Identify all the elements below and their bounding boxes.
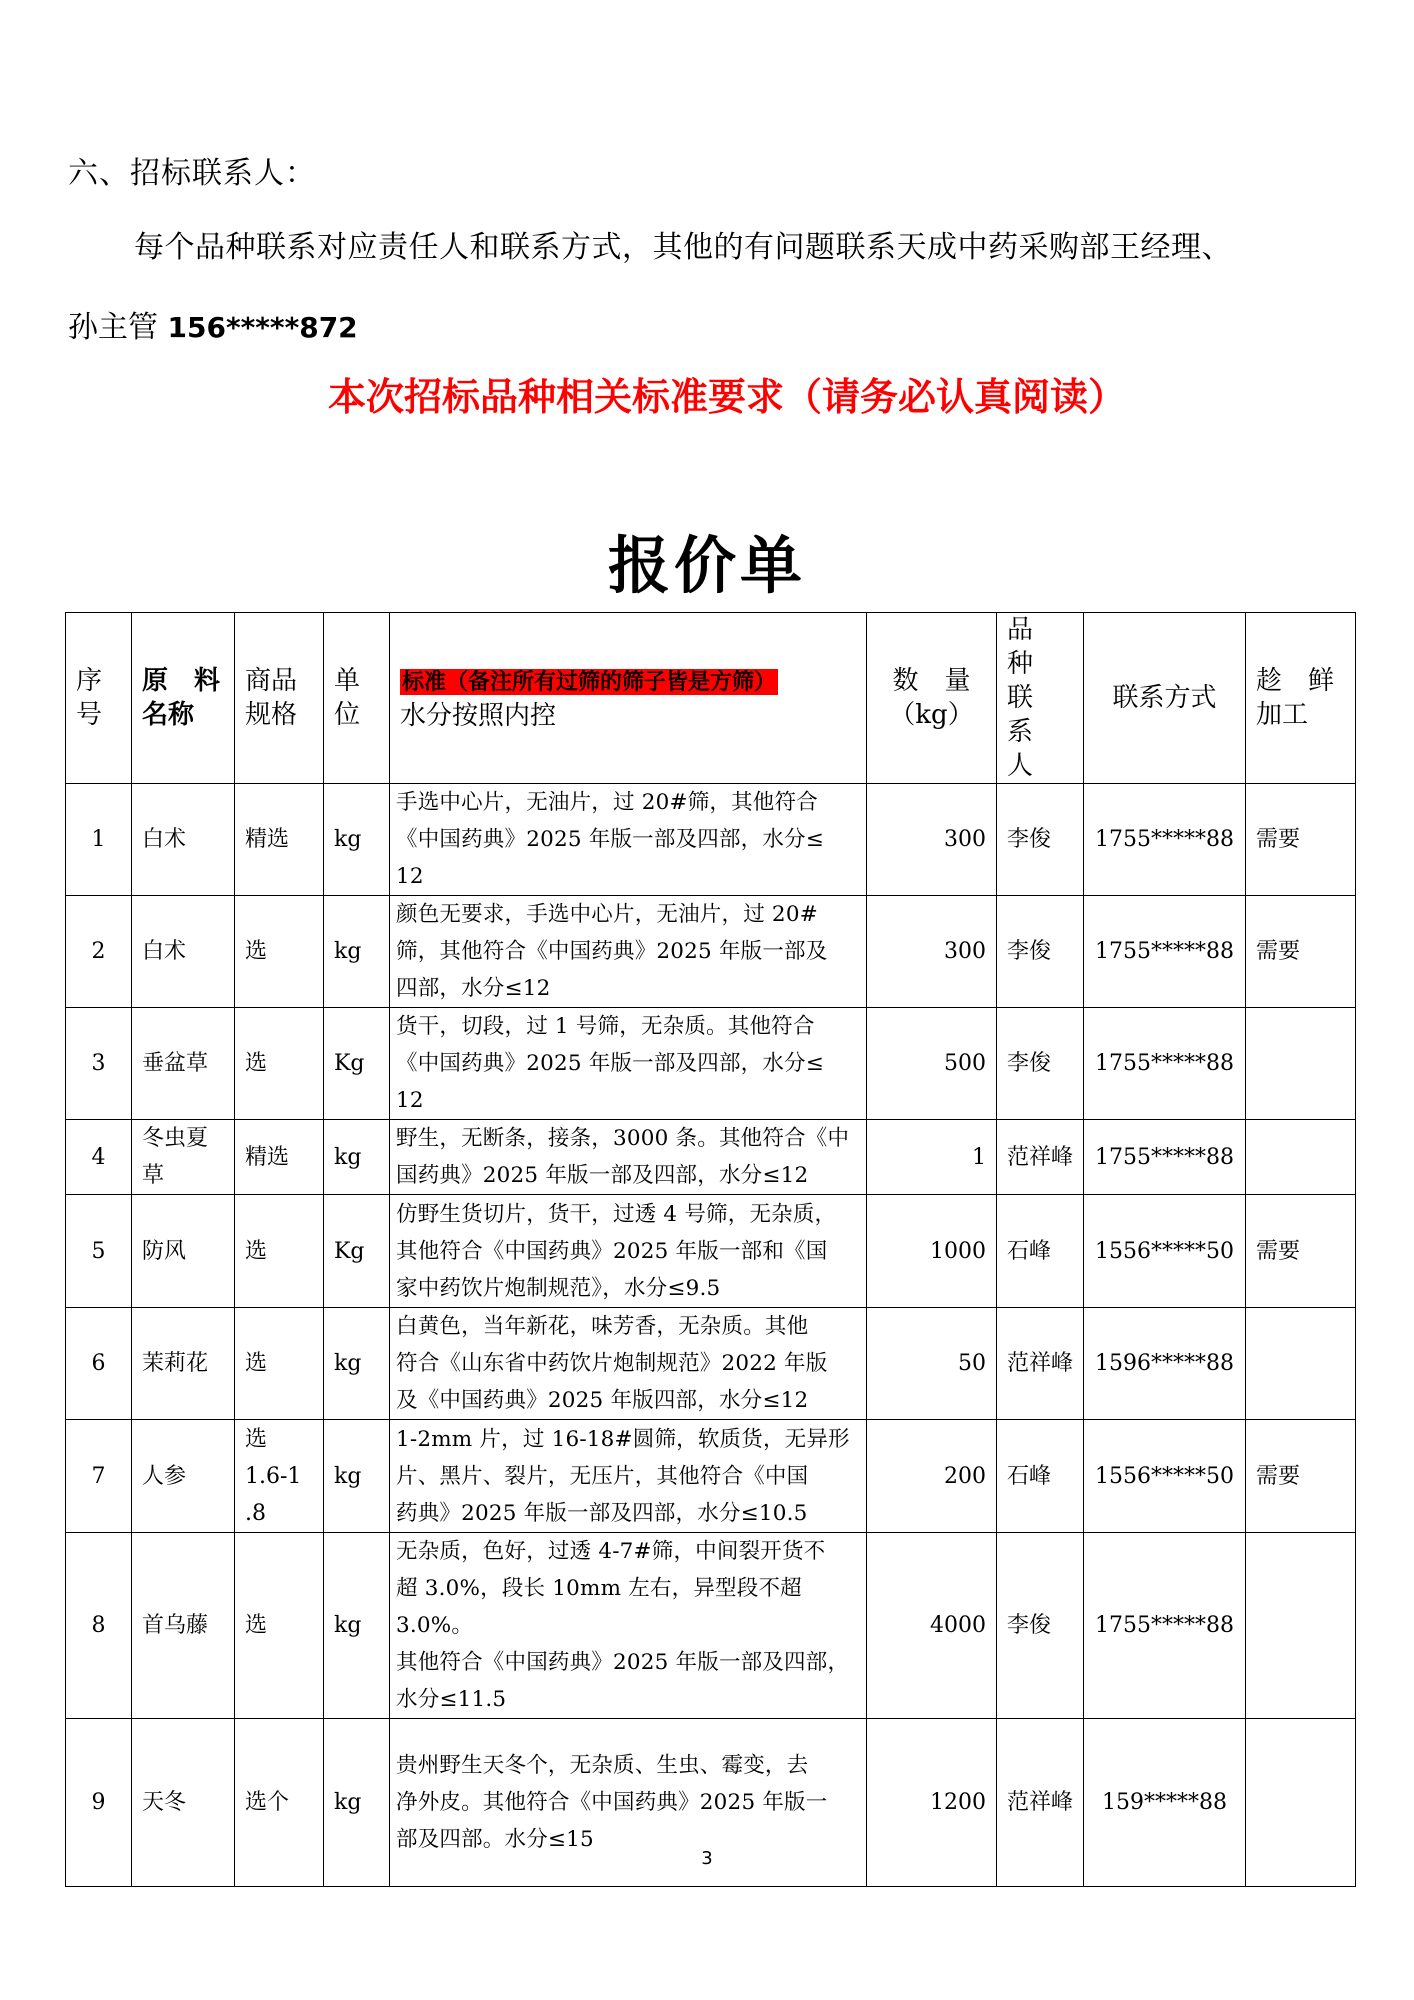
cell-contact-person: 石峰 bbox=[997, 1195, 1084, 1308]
table-row bbox=[66, 1008, 1356, 1120]
header-index: 序 号 bbox=[66, 613, 132, 784]
table-row bbox=[66, 1533, 1356, 1719]
cell-contact-person: 范祥峰 bbox=[997, 1719, 1084, 1887]
cell-phone: 1556*****50 bbox=[1084, 1195, 1246, 1308]
cell-material-name: 防风 bbox=[132, 1195, 235, 1308]
standard-line: 货干，切段，过 1 号筛，无杂质。其他符合 bbox=[396, 1014, 815, 1039]
cell-index: 4 bbox=[66, 1120, 132, 1195]
cell-phone: 1755*****88 bbox=[1084, 896, 1246, 1008]
cell-quantity: 300 bbox=[867, 896, 997, 1008]
cell-fresh-processing: 需要 bbox=[1246, 1195, 1356, 1308]
cell-phone: 1596*****88 bbox=[1084, 1308, 1246, 1420]
cell-fresh-processing bbox=[1246, 1533, 1356, 1719]
document-title: 报价单 bbox=[607, 529, 806, 602]
table-row bbox=[66, 1195, 1356, 1308]
cell-index: 6 bbox=[66, 1308, 132, 1420]
cell-contact-person: 范祥峰 bbox=[997, 1308, 1084, 1420]
table-row bbox=[66, 784, 1356, 896]
standards-notice: 本次招标品种相关标准要求（请务必认真阅读） bbox=[327, 375, 1126, 419]
standard-line: 《中国药典》2025 年版一部及四部，水分≤ bbox=[396, 827, 824, 852]
cell-material-name: 人参 bbox=[132, 1420, 235, 1533]
cell-quantity: 50 bbox=[867, 1308, 997, 1420]
cell-quantity: 1200 bbox=[867, 1719, 997, 1887]
standard-line: 无杂质，色好，过透 4-7#筛，中间裂开货不 bbox=[396, 1539, 826, 1564]
cell-contact-person: 李俊 bbox=[997, 784, 1084, 896]
standard-line: 野生，无断条，接条，3000 条。其他符合《中 bbox=[396, 1126, 850, 1151]
cell-contact-person: 李俊 bbox=[997, 896, 1084, 1008]
page-number: 3 bbox=[701, 1848, 713, 1869]
header-standard bbox=[390, 613, 867, 784]
cell-standard bbox=[390, 1533, 867, 1719]
cell-spec: 选 1.6-1 .8 bbox=[235, 1420, 324, 1533]
cell-spec: 选 bbox=[235, 1195, 324, 1308]
cell-index: 1 bbox=[66, 784, 132, 896]
header-quantity: 数 量 （kg） bbox=[867, 613, 997, 784]
contact-paragraph-line2 bbox=[68, 302, 358, 346]
standard-line: 仿野生货切片，货干，过透 4 号筛，无杂质， bbox=[396, 1201, 837, 1227]
standard-line: 颜色无要求，手选中心片，无油片，过 20# bbox=[396, 902, 818, 927]
cell-contact-person: 石峰 bbox=[997, 1420, 1084, 1533]
standard-line: 及《中国药典》2025 年版四部，水分≤12 bbox=[396, 1388, 809, 1413]
cell-standard bbox=[390, 1420, 867, 1533]
cell-index: 7 bbox=[66, 1420, 132, 1533]
cell-spec: 选个 bbox=[235, 1719, 324, 1887]
cell-spec: 选 bbox=[235, 896, 324, 1008]
standard-line: 筛，其他符合《中国药典》2025 年版一部及 bbox=[396, 939, 828, 964]
cell-quantity: 500 bbox=[867, 1008, 997, 1120]
standard-line: 净外皮。其他符合《中国药典》2025 年版一 bbox=[396, 1790, 828, 1815]
cell-quantity: 1000 bbox=[867, 1195, 997, 1308]
cell-material-name: 首乌藤 bbox=[132, 1533, 235, 1719]
standard-subheader: 水分按照内控 bbox=[400, 700, 557, 731]
cell-unit: kg bbox=[324, 784, 390, 896]
cell-material-name: 白术 bbox=[132, 896, 235, 1008]
standard-line: 国药典》2025 年版一部及四部，水分≤12 bbox=[396, 1163, 809, 1188]
cell-index: 5 bbox=[66, 1195, 132, 1308]
table-row bbox=[66, 896, 1356, 1008]
table-row bbox=[66, 1308, 1356, 1420]
cell-spec: 选 bbox=[235, 1533, 324, 1719]
standard-line: 其他符合《中国药典》2025 年版一部及四部， bbox=[396, 1650, 850, 1675]
cell-quantity: 4000 bbox=[867, 1533, 997, 1719]
cell-spec: 精选 bbox=[235, 784, 324, 896]
cell-spec: 精选 bbox=[235, 1120, 324, 1195]
cell-contact-person: 李俊 bbox=[997, 1533, 1084, 1719]
table-header-row bbox=[66, 613, 1356, 784]
cell-fresh-processing bbox=[1246, 1120, 1356, 1195]
cell-spec: 选 bbox=[235, 1008, 324, 1120]
cell-phone: 1755*****88 bbox=[1084, 1533, 1246, 1719]
standard-line: 超 3.0%，段长 10mm 左右，异型段不超 3.0%。 bbox=[396, 1576, 802, 1638]
header-material-name: 原 料 名称 bbox=[132, 613, 235, 784]
cell-contact-person: 李俊 bbox=[997, 1008, 1084, 1120]
cell-material-name: 白术 bbox=[132, 784, 235, 896]
cell-unit: kg bbox=[324, 896, 390, 1008]
cell-standard bbox=[390, 1120, 867, 1195]
standard-line: 家中药饮片炮制规范》，水分≤9.5 bbox=[396, 1275, 721, 1301]
quotation-table bbox=[65, 612, 1356, 1887]
cell-spec: 选 bbox=[235, 1308, 324, 1420]
cell-phone: 1556*****50 bbox=[1084, 1420, 1246, 1533]
section-heading: 六、招标联系人： bbox=[68, 156, 316, 191]
cell-standard bbox=[390, 1308, 867, 1420]
cell-fresh-processing bbox=[1246, 1008, 1356, 1120]
cell-unit: Kg bbox=[324, 1195, 390, 1308]
standard-highlight-tag: 标准（备注所有过筛的筛子皆是方筛） bbox=[402, 668, 777, 695]
cell-fresh-processing bbox=[1246, 1308, 1356, 1420]
standard-line: 片、黑片、裂片，无压片，其他符合《中国 bbox=[396, 1463, 809, 1489]
cell-standard bbox=[390, 784, 867, 896]
cell-index: 8 bbox=[66, 1533, 132, 1719]
cell-phone: 1755*****88 bbox=[1084, 1120, 1246, 1195]
cell-unit: kg bbox=[324, 1533, 390, 1719]
standard-line: 12 bbox=[396, 864, 424, 889]
cell-material-name: 垂盆草 bbox=[132, 1008, 235, 1120]
standard-line: 药典》2025 年版一部及四部，水分≤10.5 bbox=[396, 1500, 808, 1526]
cell-phone: 1755*****88 bbox=[1084, 1008, 1246, 1120]
cell-fresh-processing: 需要 bbox=[1246, 896, 1356, 1008]
standard-line: 其他符合《中国药典》2025 年版一部和《国 bbox=[396, 1238, 828, 1264]
standard-line: 手选中心片，无油片，过 20#筛，其他符合 bbox=[396, 790, 818, 815]
standard-line: 贵州野生天冬个，无杂质、生虫、霉变，去 bbox=[396, 1753, 809, 1778]
cell-material-name: 天冬 bbox=[132, 1719, 235, 1887]
standard-line: 部及四部。水分≤15 bbox=[396, 1827, 594, 1852]
cell-fresh-processing: 需要 bbox=[1246, 784, 1356, 896]
cell-fresh-processing: 需要 bbox=[1246, 1420, 1356, 1533]
cell-standard bbox=[390, 896, 867, 1008]
standard-line: 白黄色，当年新花，味芳香，无杂质。其他 bbox=[396, 1314, 809, 1339]
contact-paragraph-line1: 每个品种联系对应责任人和联系方式，其他的有问题联系天成中药采购部王经理、 bbox=[134, 230, 1232, 265]
header-spec: 商品 规格 bbox=[235, 613, 324, 784]
header-unit: 单 位 bbox=[324, 613, 390, 784]
cell-index: 3 bbox=[66, 1008, 132, 1120]
standard-line: 1-2mm 片，过 16-18#圆筛，软质货，无异形 bbox=[396, 1426, 850, 1452]
standard-line: 12 bbox=[396, 1088, 424, 1113]
cell-quantity: 200 bbox=[867, 1420, 997, 1533]
cell-phone: 159*****88 bbox=[1084, 1719, 1246, 1887]
standard-line: 四部，水分≤12 bbox=[396, 976, 551, 1001]
standard-line: 《中国药典》2025 年版一部及四部，水分≤ bbox=[396, 1051, 824, 1076]
contact-prefix: 孙主管 bbox=[68, 310, 168, 345]
cell-unit: Kg bbox=[324, 1008, 390, 1120]
header-fresh-processing: 趁 鲜 加工 bbox=[1246, 613, 1356, 784]
header-phone: 联系方式 bbox=[1084, 613, 1246, 784]
cell-phone: 1755*****88 bbox=[1084, 784, 1246, 896]
cell-unit: kg bbox=[324, 1719, 390, 1887]
table-row bbox=[66, 1120, 1356, 1195]
cell-standard bbox=[390, 1008, 867, 1120]
cell-unit: kg bbox=[324, 1308, 390, 1420]
cell-quantity: 1 bbox=[867, 1120, 997, 1195]
cell-unit: kg bbox=[324, 1120, 390, 1195]
standard-line: 符合《山东省中药饮片炮制规范》2022 年版 bbox=[396, 1351, 828, 1376]
standard-line: 水分≤11.5 bbox=[396, 1687, 507, 1712]
cell-index: 9 bbox=[66, 1719, 132, 1887]
table-row bbox=[66, 1420, 1356, 1533]
cell-contact-person: 范祥峰 bbox=[997, 1120, 1084, 1195]
contact-phone-number: 156*****872 bbox=[167, 311, 358, 344]
header-contact-person: 品 种 联 系 人 bbox=[997, 613, 1084, 784]
cell-material-name: 冬虫夏草 bbox=[132, 1120, 235, 1195]
cell-unit: kg bbox=[324, 1420, 390, 1533]
cell-standard bbox=[390, 1195, 867, 1308]
cell-quantity: 300 bbox=[867, 784, 997, 896]
cell-material-name: 茉莉花 bbox=[132, 1308, 235, 1420]
cell-index: 2 bbox=[66, 896, 132, 1008]
